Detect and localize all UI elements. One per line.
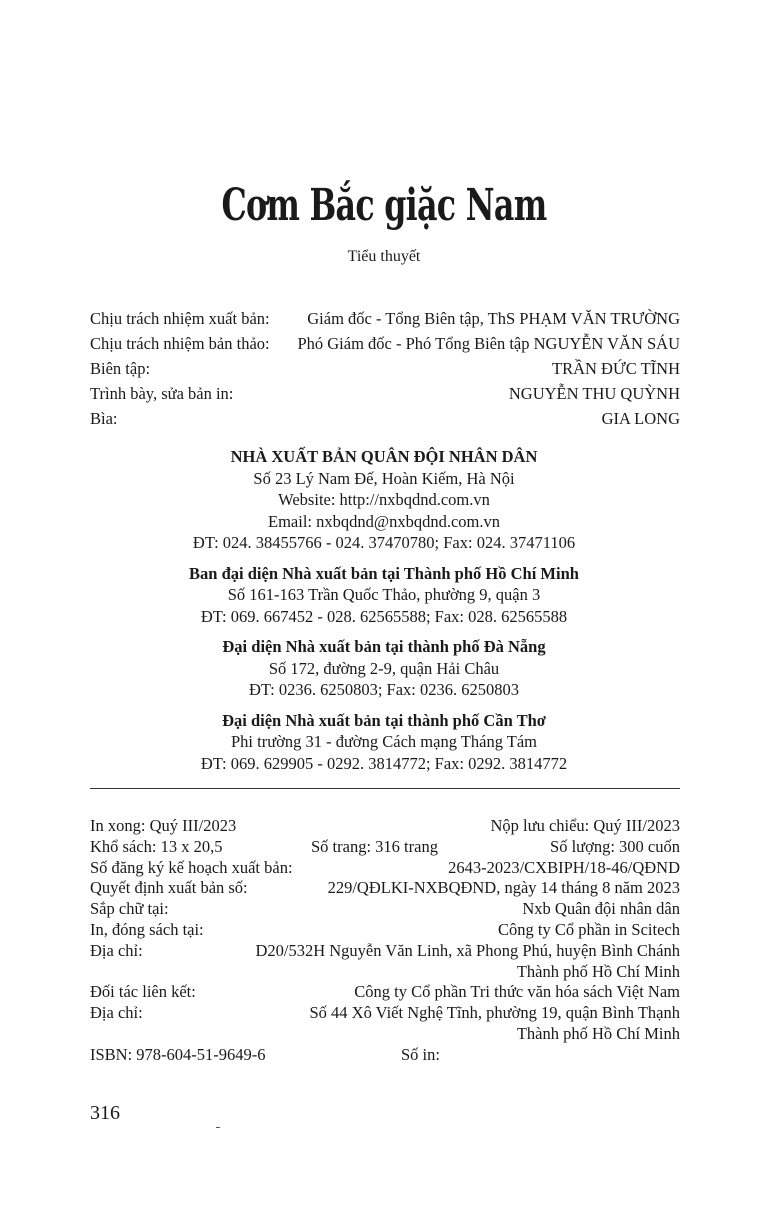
credit-label: Chịu trách nhiệm bản thảo: xyxy=(90,334,270,353)
colophon-row xyxy=(90,816,680,837)
printing-label: In, đóng sách tại: xyxy=(90,919,204,939)
branch-phone: ĐT: 069. 667452 - 028. 62565588; Fax: 028. 62565588 xyxy=(200,606,568,626)
branch-name: Ban đại diện Nhà xuất bản tại Thành phố Hồ Chí Minh xyxy=(189,563,579,583)
colophon-row xyxy=(90,858,680,879)
typeset-value: Nxb Quân đội nhân dân xyxy=(522,899,680,919)
print-number: Số in: xyxy=(401,1044,440,1064)
branch-phone: ĐT: 0236. 6250803; Fax: 0236. 6250803 xyxy=(248,680,520,699)
branch-name: Đại diện Nhà xuất bản tại thành phố Cần Thơ xyxy=(222,710,546,730)
address-value: Số 44 Xô Viết Nghệ Tĩnh, phường 19, quận Bình Thạnh xyxy=(309,1003,680,1023)
credit-label: Biên tập: xyxy=(90,359,151,378)
book-title: Cơm Bắc giặc Nam xyxy=(221,180,547,231)
colophon-row xyxy=(90,837,680,858)
colophon-row xyxy=(90,1045,680,1066)
credit-row xyxy=(90,331,680,356)
isbn: ISBN: 978-604-51-9649-6 xyxy=(90,1044,266,1064)
credit-label: Bìa: xyxy=(90,409,118,428)
registration-label: Số đăng ký kế hoạch xuất bản: xyxy=(90,857,293,877)
branch-address: Số 172, đường 2-9, quận Hải Châu xyxy=(268,658,500,678)
address-label: Địa chỉ: xyxy=(90,1003,143,1023)
publisher-block xyxy=(0,446,768,774)
book-subtitle: Tiểu thuyết xyxy=(347,248,421,265)
credit-label: Trình bày, sửa bản in: xyxy=(90,384,234,403)
address-city: Thành phố Hồ Chí Minh xyxy=(516,961,680,981)
branch-name: Đại diện Nhà xuất bản tại thành phố Đà Nẵng xyxy=(222,637,546,656)
publisher-address: Số 23 Lý Nam Đế, Hoàn Kiếm, Hà Nội xyxy=(253,468,515,488)
colophon-block xyxy=(90,816,680,1066)
decision-value: 229/QĐLKI-NXBQĐND, ngày 14 tháng 8 năm 2023 xyxy=(327,878,680,898)
credit-value: NGUYỄN THU QUỲNH xyxy=(508,384,680,403)
publisher-phone: ĐT: 024. 38455766 - 024. 37470780; Fax: 024. 37471106 xyxy=(192,533,576,552)
credit-value: Giám đốc - Tổng Biên tập, ThS PHẠM VĂN TRƯỜNG xyxy=(307,309,680,328)
book-size: Khổ sách: 13 x 20,5 xyxy=(90,836,223,856)
colophon-row xyxy=(90,982,680,1003)
page-count: Số trang: 316 trang xyxy=(311,836,438,856)
credit-value: TRẦN ĐỨC TĨNH xyxy=(552,359,680,378)
credit-value: Phó Giám đốc - Phó Tổng Biên tập NGUYỄN VĂN SÁU xyxy=(297,334,680,353)
typeset-label: Sắp chữ tại: xyxy=(90,899,169,919)
printed-date: In xong: Quý III/2023 xyxy=(90,816,237,835)
colophon-row xyxy=(90,941,680,962)
credits-block xyxy=(90,306,680,431)
decision-label: Quyết định xuất bản số: xyxy=(90,878,248,898)
colophon-row xyxy=(90,920,680,941)
colophon-row xyxy=(90,1024,680,1045)
credit-row xyxy=(90,406,680,431)
credit-row xyxy=(90,356,680,381)
branch-address: Số 161-163 Trần Quốc Thảo, phường 9, quận 3 xyxy=(227,585,541,604)
partner-value: Công ty Cổ phần Tri thức văn hóa sách Việt Nam xyxy=(354,982,680,1002)
page-number: 316 xyxy=(90,1102,120,1124)
printing-value: Công ty Cổ phần in Scitech xyxy=(498,919,680,939)
address-label: Địa chỉ: xyxy=(90,940,143,960)
credit-row xyxy=(90,381,680,406)
address-city: Thành phố Hồ Chí Minh xyxy=(516,1023,680,1043)
address-value: D20/532H Nguyễn Văn Linh, xã Phong Phú, huyện Bình Chánh xyxy=(255,940,680,960)
publisher-name: NHÀ XUẤT BẢN QUÂN ĐỘI NHÂN DÂN xyxy=(230,447,538,466)
publisher-website: Website: http://nxbqdnd.com.vn xyxy=(278,490,490,509)
credit-row xyxy=(90,306,680,331)
colophon-row xyxy=(90,1003,680,1024)
colophon-row xyxy=(90,878,680,899)
section-divider xyxy=(90,788,680,789)
credit-value: GIA LONG xyxy=(601,409,680,428)
print-quantity: Số lượng: 300 cuốn xyxy=(550,836,680,856)
colophon-row xyxy=(90,962,680,983)
deposit-date: Nộp lưu chiểu: Quý III/2023 xyxy=(490,816,680,835)
credit-label: Chịu trách nhiệm xuất bản: xyxy=(90,309,270,328)
print-mark xyxy=(216,1127,220,1128)
partner-label: Đối tác liên kết: xyxy=(90,982,196,1002)
branch-address: Phi trường 31 - đường Cách mạng Tháng Tám xyxy=(230,732,538,751)
branch-phone: ĐT: 069. 629905 - 0292. 3814772; Fax: 0292. 3814772 xyxy=(200,753,568,773)
registration-value: 2643-2023/CXBIPH/18-46/QĐND xyxy=(448,857,680,877)
colophon-row xyxy=(90,899,680,920)
publisher-email: Email: nxbqdnd@nxbqdnd.com.vn xyxy=(268,511,500,531)
